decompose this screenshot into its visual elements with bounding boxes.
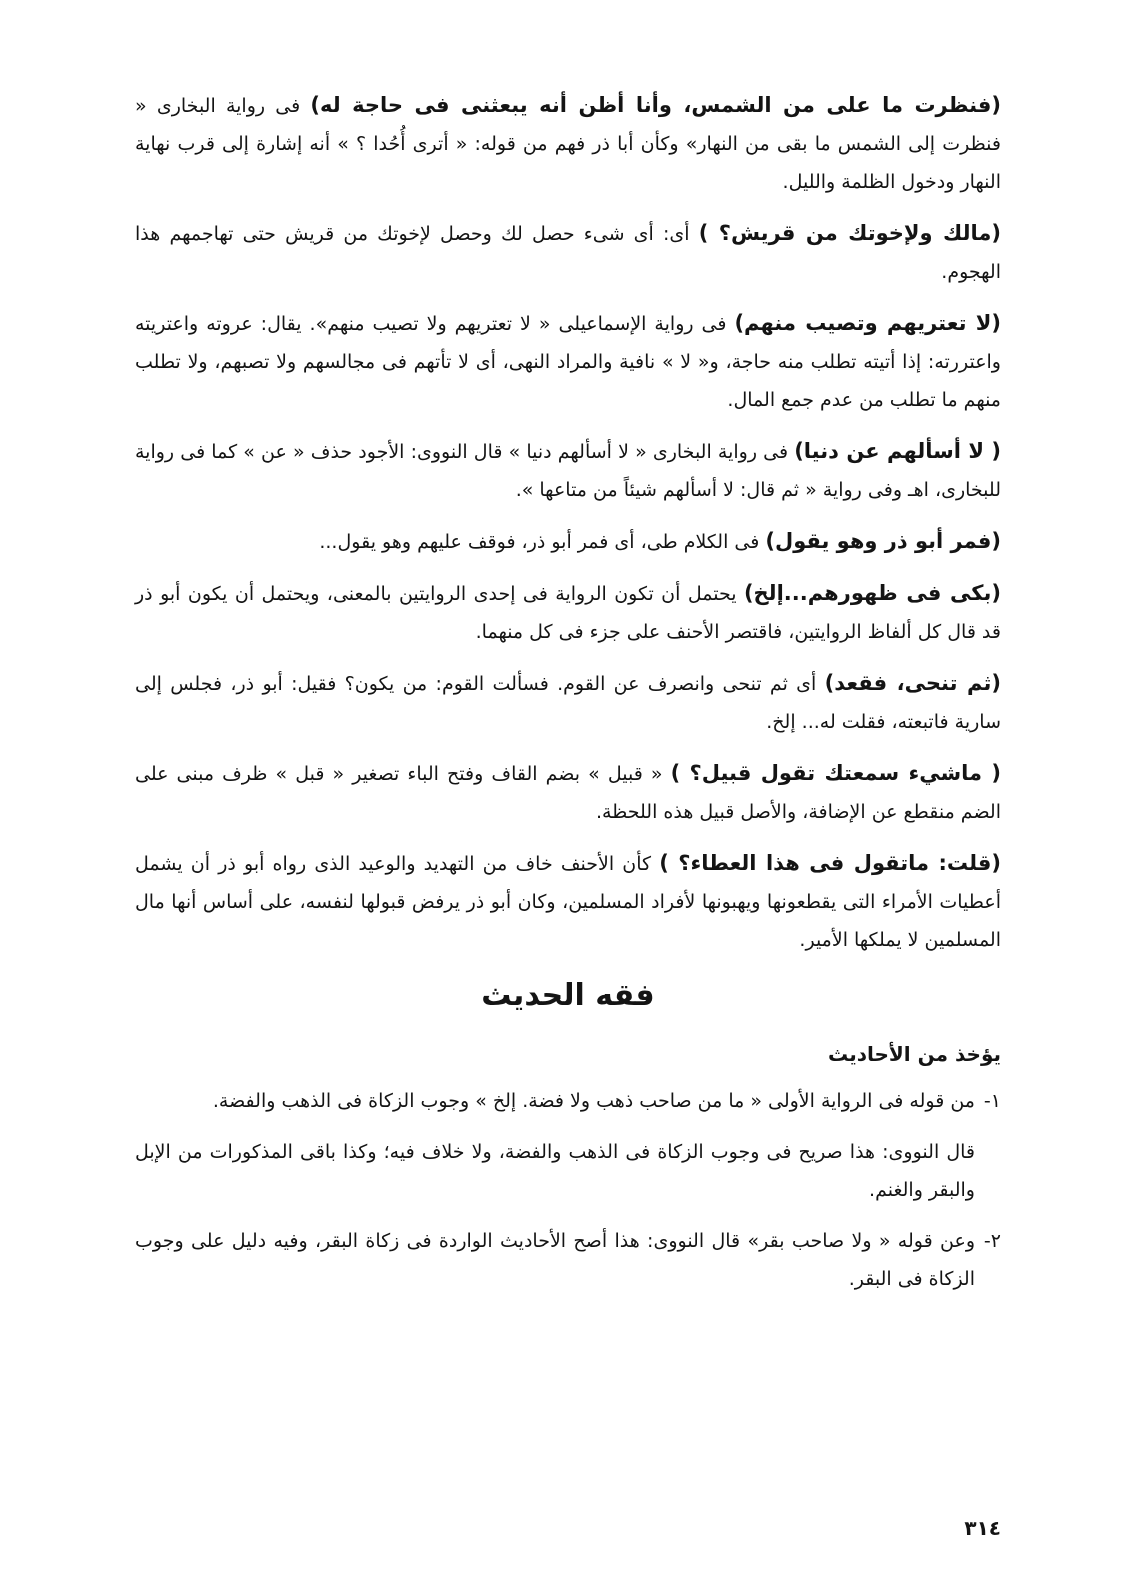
page-number: ٣١٤ (964, 1516, 1001, 1540)
numbered-item (135, 1082, 1001, 1120)
paragraph-text: فى الكلام طى، أى فمر أبو ذر، فوقف عليهم وهو يقول... (319, 531, 766, 553)
commentary-paragraph (135, 664, 1001, 741)
paragraph-text: أى: أى شىء حصل لك وحصل لإخوتك من قريش حتى تهاجمهم هذا الهجوم. (135, 223, 1001, 283)
document-page (135, 86, 1001, 1566)
quoted-phrase: (مالك ولإخوتك من قريش؟ ) (698, 221, 1001, 245)
quoted-phrase: (لا تعتريهم وتصيب منهم) (734, 311, 1001, 335)
quoted-phrase: ( ماشيء سمعتك تقول قبيل؟ ) (670, 761, 1001, 785)
paragraph-text: « قبيل » بضم القاف وفتح الباء تصغير « قبل » ظرف مبنى على الضم منقطع عن الإضافة، والأصل قبيل هذه اللحظة. (135, 763, 1001, 823)
item-note: قال النووى: هذا صريح فى وجوب الزكاة فى الذهب والفضة، ولا خلاف فيه؛ وكذا باقى المذكورات من الإبل والبقر والغنم. (135, 1141, 975, 1201)
paragraph-text: أى ثم تنحى وانصرف عن القوم. فسألت القوم: من يكون؟ فقيل: أبو ذر، فجلس إلى سارية فاتبعته، فقلت له... إلخ. (135, 673, 1001, 733)
commentary-paragraph (135, 432, 1001, 509)
quoted-phrase: (ثم تنحى، فقعد) (824, 671, 1001, 695)
section-subtitle: يؤخذ من الأحاديث (828, 1042, 1001, 1066)
commentary-paragraph (135, 214, 1001, 291)
quoted-phrase: ( لا أسألهم عن دنيا) (794, 439, 1002, 463)
commentary-paragraph (135, 86, 1001, 201)
paragraph-text: كأن الأحنف خاف من التهديد والوعيد الذى رواه أبو ذر أن يشمل أعطيات الأمراء التى يقطعونها ويهبونها لأفراد المسلمين، وكان أبو ذر يرفض قبولها لنفسه، على أساس أنها مال المسلمين لا يملكها الأمير. (135, 853, 1001, 951)
commentary-paragraph (135, 574, 1001, 651)
item-number: ٢- (983, 1230, 1001, 1252)
numbered-item (135, 1222, 1001, 1298)
paragraph-text: فى رواية البخارى « لا أسألهم دنيا » قال النووى: الأجود حذف « عن » كما فى رواية للبخارى، اهـ وفى رواية « ثم قال: لا أسألهم شيئاً من متاعها ». (135, 441, 1001, 501)
quoted-phrase: (قلت: ماتقول فى هذا العطاء؟ ) (659, 851, 1001, 875)
item-text: من قوله فى الرواية الأولى « ما من صاحب ذهب ولا فضة. إلخ » وجوب الزكاة فى الذهب والفضة. (212, 1090, 975, 1112)
quoted-phrase: (فنظرت ما على من الشمس، وأنا أظن أنه يبعثنى فى حاجة له) (310, 93, 1001, 117)
commentary-paragraph (135, 522, 1001, 561)
commentary-paragraph (135, 754, 1001, 831)
item-number: ١- (983, 1090, 1001, 1112)
commentary-paragraph (135, 844, 1001, 959)
paragraph-text: يحتمل أن تكون الرواية فى إحدى الروايتين بالمعنى، ويحتمل أن يكون أبو ذر قد قال كل ألفاظ الروايتين، فاقتصر الأحنف على جزء فى كل منهما. (135, 583, 1001, 643)
quoted-phrase: (بكى فى ظهورهم...إلخ) (743, 581, 1001, 605)
item-text: وعن قوله « ولا صاحب بقر» قال النووى: هذا أصح الأحاديث الواردة فى زكاة البقر، وفيه دليل على وجوب الزكاة فى البقر. (135, 1230, 975, 1290)
paragraph-text: فى رواية الإسماعيلى « لا تعتريهم ولا تصيب منهم». يقال: عروته واعتريته واعتررته: إذا أتيته تطلب منه حاجة، و« لا » نافية والمراد النهى، أى لا تأتهم فى مجالسهم ولا تصبهم، ولا تطلب منهم ما تطلب من عدم جمع المال. (135, 313, 1001, 411)
paragraph-text: فى رواية البخارى « فنظرت إلى الشمس ما بقى من النهار» وكأن أبا ذر فهم من قوله: « أترى أُحُدا ؟ » أنه إشارة إلى قرب نهاية النهار ودخول الظلمة والليل. (135, 95, 1001, 193)
commentary-paragraph (135, 304, 1001, 419)
quoted-phrase: (فمر أبو ذر وهو يقول) (765, 529, 1001, 553)
section-title: فقه الحديث (481, 978, 655, 1013)
